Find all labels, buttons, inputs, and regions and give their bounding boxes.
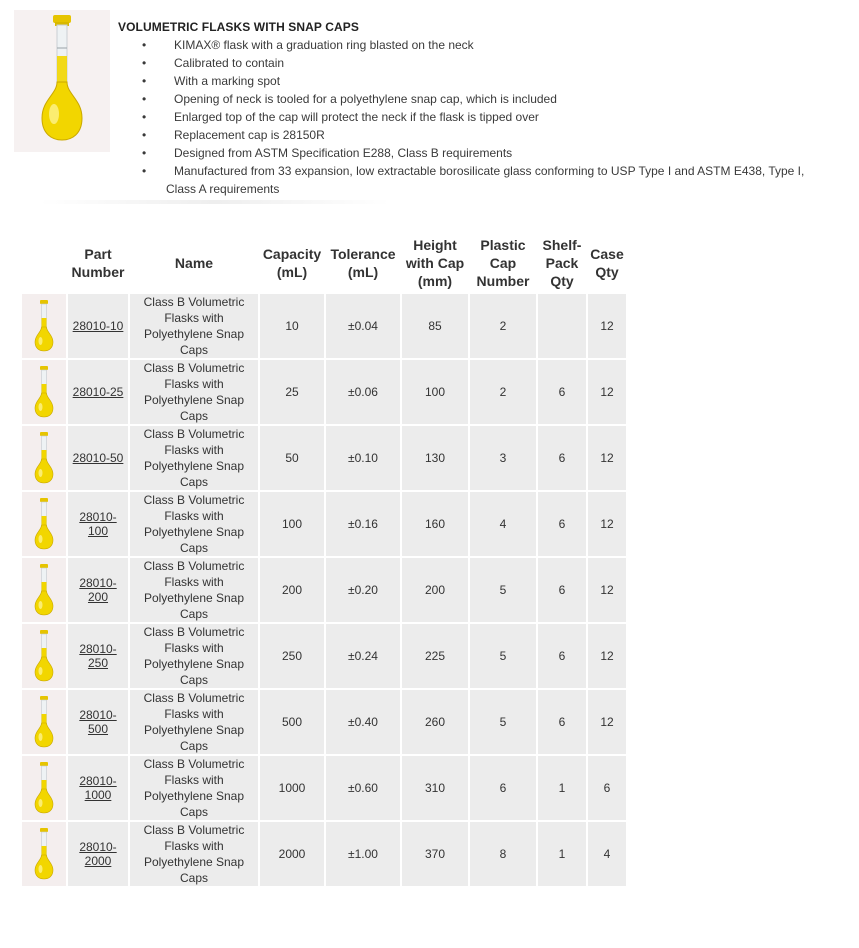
product-name-cell xyxy=(130,558,258,622)
case-qty-cell: 4 xyxy=(588,822,626,886)
product-name-line: Caps xyxy=(179,739,208,753)
bullet-icon: • xyxy=(142,164,147,178)
feature-text: Calibrated to contain xyxy=(174,56,285,70)
case-qty-cell: 12 xyxy=(588,426,626,490)
feature-text-continuation: Class A requirements xyxy=(166,182,280,196)
header-label-line: Qty xyxy=(550,273,574,289)
product-image-cell xyxy=(22,492,66,556)
header-label-line: Qty xyxy=(595,264,619,280)
bullet-icon: • xyxy=(142,56,147,70)
tolerance-cell: ±1.00 xyxy=(326,822,400,886)
header-label-line: (mL) xyxy=(347,264,379,280)
product-image-cell xyxy=(22,690,66,754)
header-label-line: with Cap xyxy=(405,255,465,271)
cap-number-cell: 8 xyxy=(470,822,536,886)
products-table-wrapper xyxy=(20,232,628,888)
part-number-cell xyxy=(68,690,128,754)
table-row xyxy=(22,558,626,622)
product-name-line: Class B Volumetric xyxy=(143,295,245,309)
table-row xyxy=(22,492,626,556)
product-name-line: Class B Volumetric xyxy=(143,427,245,441)
height-cell: 85 xyxy=(402,294,468,358)
part-number-link[interactable] xyxy=(79,708,116,736)
product-name-cell xyxy=(130,360,258,424)
table-header-row xyxy=(22,234,626,292)
product-name-line: Class B Volumetric xyxy=(143,559,245,573)
product-name-line: Caps xyxy=(179,475,208,489)
capacity-cell: 25 xyxy=(260,360,324,424)
part-number-link[interactable] xyxy=(79,642,116,670)
product-image-cell xyxy=(22,624,66,688)
product-image-cell xyxy=(22,822,66,886)
part-number-text[interactable]: 1000 xyxy=(84,788,112,802)
product-name-cell xyxy=(130,756,258,820)
divider xyxy=(40,200,390,204)
feature-list-item xyxy=(118,108,838,126)
product-name-line: Polyethylene Snap xyxy=(143,789,245,803)
feature-text: Replacement cap is 28150R xyxy=(174,128,325,142)
tolerance-cell: ±0.20 xyxy=(326,558,400,622)
cap-number-cell: 2 xyxy=(470,360,536,424)
product-name-line: Flasks with xyxy=(164,509,224,523)
table-row xyxy=(22,822,626,886)
flask-thumbnail-icon xyxy=(29,562,59,618)
product-name-line: Caps xyxy=(179,871,208,885)
shelf-pack-cell: 6 xyxy=(538,426,586,490)
product-name-cell xyxy=(130,690,258,754)
product-image-cell xyxy=(22,360,66,424)
table-row xyxy=(22,426,626,490)
cap-number-cell: 6 xyxy=(470,756,536,820)
flask-thumbnail-icon xyxy=(29,826,59,882)
bullet-icon: • xyxy=(142,38,147,52)
product-name-cell xyxy=(130,426,258,490)
table-body xyxy=(22,294,626,886)
shelf-pack-cell: 6 xyxy=(538,360,586,424)
part-number-text[interactable]: 250 xyxy=(87,656,109,670)
product-intro xyxy=(118,20,838,198)
header-label-line: Pack xyxy=(545,255,579,271)
tolerance-cell: ±0.10 xyxy=(326,426,400,490)
height-cell: 100 xyxy=(402,360,468,424)
part-number-link[interactable] xyxy=(79,774,116,802)
header-label-line: Capacity xyxy=(262,246,322,262)
tolerance-cell: ±0.24 xyxy=(326,624,400,688)
capacity-cell: 50 xyxy=(260,426,324,490)
feature-text: With a marking spot xyxy=(174,74,281,88)
feature-list-item xyxy=(118,90,838,108)
header-label-line: Cap xyxy=(489,255,517,271)
feature-list-item xyxy=(118,54,838,72)
flask-thumbnail-icon xyxy=(29,364,59,420)
shelf-pack-cell: 6 xyxy=(538,690,586,754)
tolerance-cell: ±0.60 xyxy=(326,756,400,820)
table-row xyxy=(22,756,626,820)
product-name-line: Class B Volumetric xyxy=(143,691,245,705)
capacity-cell: 1000 xyxy=(260,756,324,820)
product-name-line: Caps xyxy=(179,343,208,357)
capacity-cell: 2000 xyxy=(260,822,324,886)
product-name-line: Class B Volumetric xyxy=(143,625,245,639)
product-image-cell xyxy=(22,558,66,622)
feature-text: Opening of neck is tooled for a polyethylene snap cap, which is included xyxy=(174,92,557,106)
product-name-line: Polyethylene Snap xyxy=(143,657,245,671)
header-case-qty xyxy=(588,234,626,292)
product-name-line: Polyethylene Snap xyxy=(143,459,245,473)
product-name-line: Polyethylene Snap xyxy=(143,525,245,539)
product-image-cell xyxy=(22,294,66,358)
product-name-line: Flasks with xyxy=(164,641,224,655)
part-number-text[interactable]: 100 xyxy=(87,524,109,538)
capacity-cell: 10 xyxy=(260,294,324,358)
header-label-line: Plastic xyxy=(480,237,526,253)
header-label-line: (mm) xyxy=(417,273,453,289)
flask-thumbnail-icon xyxy=(29,628,59,684)
product-name-cell xyxy=(130,492,258,556)
table-row xyxy=(22,624,626,688)
shelf-pack-cell: 1 xyxy=(538,822,586,886)
product-name-cell xyxy=(130,294,258,358)
product-name-line: Class B Volumetric xyxy=(143,493,245,507)
shelf-pack-cell: 1 xyxy=(538,756,586,820)
shelf-pack-cell: 6 xyxy=(538,624,586,688)
bullet-icon: • xyxy=(142,92,147,106)
product-name-line: Caps xyxy=(179,607,208,621)
product-name-line: Caps xyxy=(179,805,208,819)
height-cell: 160 xyxy=(402,492,468,556)
header-label-line: Number xyxy=(71,264,125,280)
header-label-line: Height xyxy=(413,237,457,253)
header-label-line: Shelf- xyxy=(542,237,582,253)
feature-list-item xyxy=(118,72,838,90)
case-qty-cell: 12 xyxy=(588,492,626,556)
cap-number-cell: 5 xyxy=(470,624,536,688)
part-number-text[interactable]: 28010- xyxy=(79,708,117,722)
part-number-cell xyxy=(68,624,128,688)
part-number-cell xyxy=(68,558,128,622)
height-cell: 370 xyxy=(402,822,468,886)
product-name-line: Flasks with xyxy=(164,377,224,391)
tolerance-cell: ±0.06 xyxy=(326,360,400,424)
shelf-pack-cell: 6 xyxy=(538,492,586,556)
cap-number-cell: 5 xyxy=(470,558,536,622)
header-tolerance xyxy=(326,234,400,292)
feature-text: Manufactured from 33 expansion, low extractable borosilicate glass conforming to USP Type I and ASTM E438, Type I, xyxy=(174,164,805,178)
case-qty-cell: 12 xyxy=(588,558,626,622)
header-part-number xyxy=(68,234,128,292)
product-name-line: Flasks with xyxy=(164,773,224,787)
header-label-line: (mL) xyxy=(276,264,308,280)
part-number-text[interactable]: 28010-10 xyxy=(72,319,124,333)
part-number-text[interactable]: 28010- xyxy=(79,510,117,524)
capacity-cell: 500 xyxy=(260,690,324,754)
height-cell: 225 xyxy=(402,624,468,688)
flask-thumbnail-icon xyxy=(29,430,59,486)
feature-text: Enlarged top of the cap will protect the neck if the flask is tipped over xyxy=(174,110,539,124)
bullet-icon: • xyxy=(142,110,147,124)
flask-thumbnail-icon xyxy=(29,496,59,552)
part-number-link[interactable] xyxy=(73,451,124,465)
cap-number-cell: 2 xyxy=(470,294,536,358)
cap-number-cell: 5 xyxy=(470,690,536,754)
feature-text: Designed from ASTM Specification E288, Class B requirements xyxy=(174,146,513,160)
part-number-text[interactable]: 500 xyxy=(87,722,109,736)
height-cell: 310 xyxy=(402,756,468,820)
product-name-line: Flasks with xyxy=(164,707,224,721)
table-row xyxy=(22,690,626,754)
product-name-line: Flasks with xyxy=(164,839,224,853)
feature-list xyxy=(118,36,838,198)
volumetric-flask-icon xyxy=(14,10,110,152)
header-shelf-pack xyxy=(538,234,586,292)
part-number-text[interactable]: 28010- xyxy=(79,840,117,854)
height-cell: 260 xyxy=(402,690,468,754)
feature-list-item xyxy=(118,126,838,144)
part-number-text[interactable]: 28010- xyxy=(79,642,117,656)
case-qty-cell: 6 xyxy=(588,756,626,820)
header-image xyxy=(22,234,66,292)
product-photo xyxy=(14,10,110,152)
feature-text: KIMAX® flask with a graduation ring blasted on the neck xyxy=(174,38,474,52)
feature-list-item xyxy=(118,36,838,54)
part-number-link[interactable] xyxy=(79,510,116,538)
header-height xyxy=(402,234,468,292)
product-name-line: Polyethylene Snap xyxy=(143,327,245,341)
product-name-line: Polyethylene Snap xyxy=(143,855,245,869)
product-name-cell xyxy=(130,624,258,688)
header-label-line: Tolerance xyxy=(330,246,396,262)
product-name-line: Caps xyxy=(179,409,208,423)
capacity-cell: 200 xyxy=(260,558,324,622)
product-name-line: Class B Volumetric xyxy=(143,361,245,375)
header-plastic-cap xyxy=(470,234,536,292)
feature-list-item xyxy=(118,162,838,198)
product-name-line: Class B Volumetric xyxy=(143,823,245,837)
product-name-cell xyxy=(130,822,258,886)
tolerance-cell: ±0.04 xyxy=(326,294,400,358)
product-name-line: Caps xyxy=(179,541,208,555)
shelf-pack-cell xyxy=(538,294,586,358)
product-title: VOLUMETRIC FLASKS WITH SNAP CAPS xyxy=(118,20,359,34)
part-number-link[interactable] xyxy=(73,385,124,399)
product-name-line: Flasks with xyxy=(164,575,224,589)
header-label-line: Number xyxy=(476,273,530,289)
flask-thumbnail-icon xyxy=(29,760,59,816)
product-name-line: Polyethylene Snap xyxy=(143,393,245,407)
bullet-icon: • xyxy=(142,128,147,142)
part-number-text[interactable]: 28010-25 xyxy=(72,385,124,399)
height-cell: 200 xyxy=(402,558,468,622)
capacity-cell: 250 xyxy=(260,624,324,688)
table-row xyxy=(22,360,626,424)
flask-thumbnail-icon xyxy=(29,298,59,354)
part-number-cell xyxy=(68,492,128,556)
part-number-cell xyxy=(68,360,128,424)
product-name-line: Polyethylene Snap xyxy=(143,723,245,737)
case-qty-cell: 12 xyxy=(588,624,626,688)
shelf-pack-cell: 6 xyxy=(538,558,586,622)
header-capacity xyxy=(260,234,324,292)
part-number-text[interactable]: 28010- xyxy=(79,774,117,788)
product-image-cell xyxy=(22,756,66,820)
part-number-link[interactable] xyxy=(73,319,124,333)
bullet-icon: • xyxy=(142,74,147,88)
product-image-cell xyxy=(22,426,66,490)
part-number-cell xyxy=(68,294,128,358)
bullet-icon: • xyxy=(142,146,147,160)
height-cell: 130 xyxy=(402,426,468,490)
header-label-line: Part xyxy=(84,246,112,262)
part-number-text[interactable]: 28010-50 xyxy=(72,451,124,465)
capacity-cell: 100 xyxy=(260,492,324,556)
header-label-line: Case xyxy=(590,246,624,262)
part-number-cell xyxy=(68,426,128,490)
part-number-link[interactable] xyxy=(79,840,116,868)
part-number-cell xyxy=(68,756,128,820)
cap-number-cell: 4 xyxy=(470,492,536,556)
tolerance-cell: ±0.16 xyxy=(326,492,400,556)
header-name xyxy=(130,234,258,292)
part-number-cell xyxy=(68,822,128,886)
feature-list-item xyxy=(118,144,838,162)
tolerance-cell: ±0.40 xyxy=(326,690,400,754)
case-qty-cell: 12 xyxy=(588,360,626,424)
product-name-line: Polyethylene Snap xyxy=(143,591,245,605)
flask-thumbnail-icon xyxy=(29,694,59,750)
header-label-line: Name xyxy=(174,255,214,271)
case-qty-cell: 12 xyxy=(588,690,626,754)
product-name-line: Class B Volumetric xyxy=(143,757,245,771)
products-table xyxy=(20,232,628,888)
table-row xyxy=(22,294,626,358)
part-number-text[interactable]: 2000 xyxy=(84,854,112,868)
product-name-line: Flasks with xyxy=(164,443,224,457)
product-name-line: Caps xyxy=(179,673,208,687)
part-number-link[interactable] xyxy=(79,576,116,604)
part-number-text[interactable]: 28010- xyxy=(79,576,117,590)
case-qty-cell: 12 xyxy=(588,294,626,358)
part-number-text[interactable]: 200 xyxy=(87,590,109,604)
product-name-line: Flasks with xyxy=(164,311,224,325)
cap-number-cell: 3 xyxy=(470,426,536,490)
